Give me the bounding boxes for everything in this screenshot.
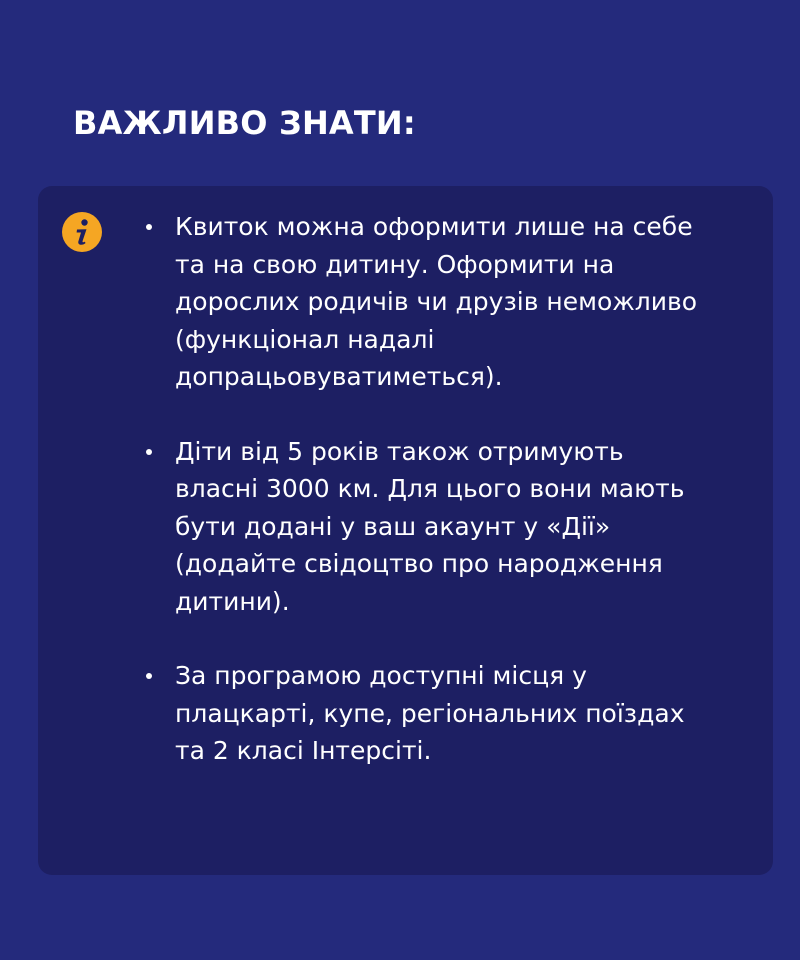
list-item bbox=[143, 208, 773, 396]
list-item-line: бути додані у ваш акаунт у «Дії» bbox=[175, 511, 611, 541]
list-item-line: плацкарті, купе, регіональних поїздах bbox=[175, 698, 685, 728]
list-item-line: дитини). bbox=[175, 586, 290, 616]
list-item-line: За програмою доступні місця у bbox=[175, 661, 587, 690]
bullet-dot bbox=[146, 673, 152, 679]
list-item-line: допрацьовуватиметься). bbox=[175, 362, 503, 391]
list-item-line: (додайте свідоцтво про народження bbox=[175, 549, 663, 578]
list-item-line: та на свою дитину. Оформити на bbox=[175, 249, 615, 279]
info-icon bbox=[62, 212, 102, 252]
list-item bbox=[143, 657, 773, 770]
list-item-line: (функціонал надалі bbox=[175, 324, 435, 354]
list-item bbox=[143, 433, 773, 621]
list-item-line: власні 3000 км. Для цього вони мають bbox=[175, 474, 685, 503]
list-item-line: Квиток можна оформити лише на себе bbox=[175, 212, 693, 241]
info-list bbox=[143, 208, 773, 807]
page-title: ВАЖЛИВО ЗНАТИ: bbox=[73, 104, 416, 142]
list-item-line: Діти від 5 років також отримують bbox=[175, 436, 624, 466]
bullet-dot bbox=[146, 449, 152, 455]
bullet-dot bbox=[146, 224, 152, 230]
list-item-line: та 2 класі Інтерсіті. bbox=[175, 736, 432, 765]
list-item-line: дорослих родичів чи друзів неможливо bbox=[175, 287, 698, 316]
